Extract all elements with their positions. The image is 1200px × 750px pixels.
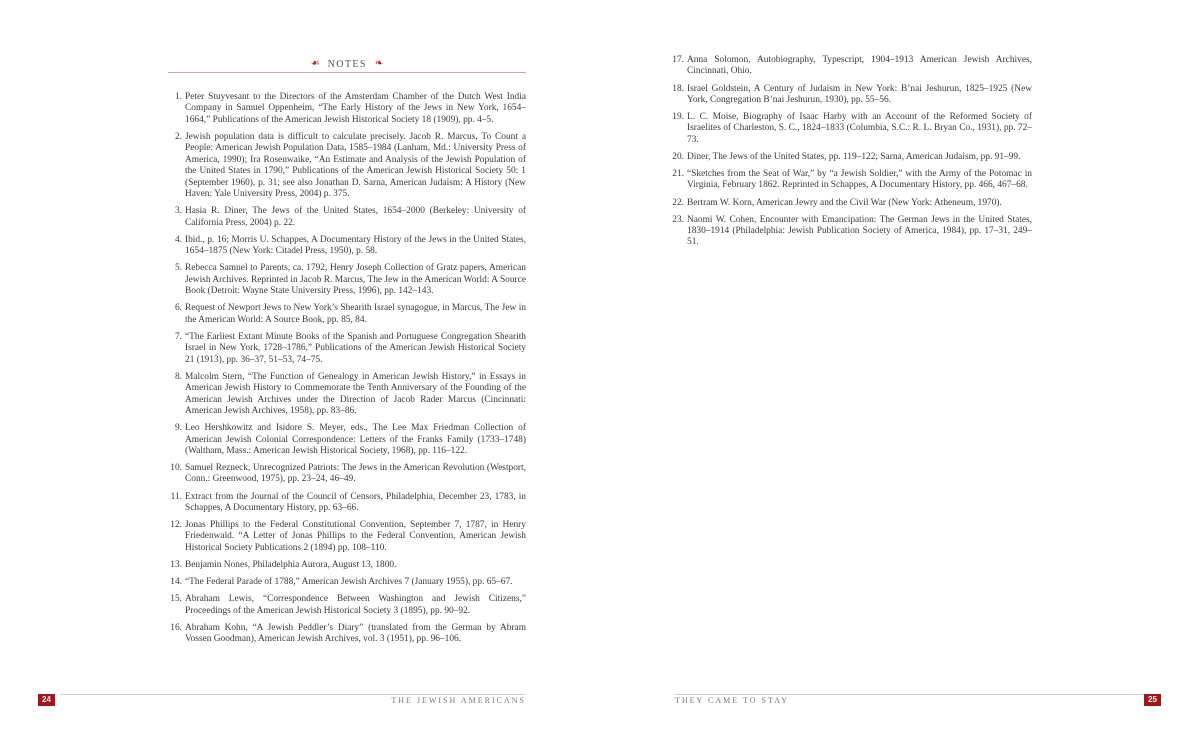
note-text: Request of Newport Jews to New York’s Shearith Israel synagogue, in Marcus, The Jew in the American World: A Source Book, pp. 85, 84.	[185, 303, 526, 325]
note-item	[168, 206, 526, 229]
note-number: 23.	[672, 214, 684, 225]
note-text: L. C. Moise, Biography of Isaac Harby with an Account of the Reformed Society of Israelites of Charleston, S. C., 1824–1833 (Columbia, S.C.: R. L. Bryan Co., 1931), pp. 72–73.	[687, 112, 1032, 145]
note-item	[670, 112, 1032, 146]
note-number: 3.	[174, 206, 182, 217]
note-number: 19.	[672, 112, 684, 122]
note-text: Jonas Phillips to the Federal Constitutional Convention, September 7, 1787, in Henry Friedenwald. “A Letter of Jonas Phillips to the Federal Convention, American Jewish Historical Society Publications 2 (1894) pp. 108–110.	[185, 520, 526, 553]
note-number: 21.	[672, 169, 684, 179]
notes-title: NOTES	[327, 59, 367, 70]
notes-list-left	[168, 92, 526, 651]
note-number: 8.	[174, 371, 182, 382]
right-ornament-icon: ❧	[374, 58, 384, 69]
note-text: Anna Solomon, Autobiography, Typescript, 1904–1913 American Jewish Archives, Cincinnati, Ohio.	[687, 55, 1032, 77]
note-text: Abraham Kohn, “A Jewish Peddler’s Diary” (translated from the German by Abram Vossen Goodman), American Jewish Archives, vol. 3 (1951), pp. 96–106.	[185, 622, 526, 645]
note-item	[168, 520, 526, 554]
note-text: Abraham Lewis, “Correspondence Between Washington and Jewish Citizens,” Proceedings of the American Jewish Historical Society 3 (1895), pp. 90–92.	[185, 594, 526, 616]
note-item	[168, 332, 526, 366]
note-text: “The Federal Parade of 1788,” American Jewish Archives 7 (January 1955), pp. 65–67.	[185, 577, 513, 588]
note-text: Malcolm Stern, “The Function of Genealogy in American Jewish History,” in Essays in American Jewish History to Commemorate the Tenth Anniversary of the Founding of the American Jewish Archives under the Direction of Jacob Rader Marcus (Cincinnati: American Jewish Archives, 1958), pp. 83–86.	[185, 371, 526, 417]
note-item	[168, 577, 526, 588]
note-item	[168, 492, 526, 515]
page-number: 25	[1144, 694, 1161, 706]
footer-rule	[60, 694, 525, 695]
note-number: 14.	[170, 577, 182, 588]
note-number: 6.	[174, 303, 182, 314]
note-number: 7.	[174, 331, 182, 342]
note-number: 18.	[672, 83, 684, 94]
note-text: Samuel Rezneck, Unrecognized Patriots: The Jews in the American Revolution (Westport, Conn.: Greenwood, 1975), pp. 23–24, 46–49.	[185, 463, 526, 485]
note-number: 1.	[174, 92, 182, 102]
note-item	[168, 235, 526, 258]
note-text: Hasia R. Diner, The Jews of the United States, 1654–2000 (Berkeley: University of California Press, 2004) p. 22.	[185, 206, 526, 228]
note-number: 9.	[174, 423, 182, 434]
note-item	[168, 594, 526, 617]
note-item	[670, 169, 1032, 192]
note-text: Extract from the Journal of the Council of Censors, Philadelphia, December 23, 1783, in Schappes, A Documentary History, pp. 63–66.	[185, 491, 526, 513]
note-item	[168, 132, 526, 201]
note-number: 22.	[672, 197, 684, 208]
note-number: 16.	[170, 622, 182, 633]
note-number: 12.	[170, 520, 182, 531]
footer-rule	[675, 694, 1145, 695]
notes-list-right	[670, 55, 1032, 255]
note-item	[670, 198, 1032, 209]
note-item	[168, 303, 526, 326]
note-item	[670, 55, 1032, 78]
note-text: Naomi W. Cohen, Encounter with Emancipation: The German Jews in the United States, 1830–1914 (Philadelphia: Jewish Publication Society of America, 1984), pp. 17–31, 249–51.	[687, 214, 1032, 248]
note-number: 11.	[170, 491, 182, 502]
note-text: Jewish population data is difficult to calculate precisely. Jacob R. Marcus, To Count a People: American Jewish Population Data, 1585–1984 (Lanham, Md.: University Press of America, 1990); Ira Rosenwaike, “An Estimate and Analysis of the Jewish Population of the United States in 1790,” Publications of the American Jewish Historical Society 50: 1 (September 1960), p. 31; see also Jonathan D. Sarna, American Judaism: A History (New Haven: Yale University Press, 2004) p. 375.	[185, 131, 526, 200]
note-text: Peter Stuyvesant to the Directors of the Amsterdam Chamber of the Dutch West India Company in Samuel Oppenheim, “The Early History of the Jews in New York, 1654–1664,” Publications of the American Jewish Historical Society 18 (1909), pp. 4–5.	[185, 92, 526, 125]
note-item	[168, 463, 526, 486]
note-item	[168, 372, 526, 418]
running-head: THEY CAME TO STAY	[675, 696, 790, 705]
note-text: Diner, The Jews of the United States, pp. 119–122; Sarna, American Judaism, pp. 91–99.	[687, 151, 1021, 162]
right-page	[600, 0, 1200, 750]
note-text: Israel Goldstein, A Century of Judaism in New York: B’nai Jeshurun, 1825–1925 (New York, Congregation B’nai Jeshurun, 1930), pp. 55–56.	[687, 83, 1032, 105]
note-number: 15.	[170, 594, 182, 605]
page-number: 24	[38, 694, 55, 706]
note-number: 20.	[672, 151, 684, 162]
note-number: 2.	[174, 131, 182, 142]
note-text: “Sketches from the Seat of War,” by “a Jewish Soldier,” with the Army of the Potomac in Virginia, February 1862. Reprinted in Schappes, A Documentary History, pp. 466, 467–68.	[687, 169, 1032, 191]
note-item	[168, 263, 526, 297]
note-item	[168, 623, 526, 646]
note-text: Leo Hershkowitz and Isidore S. Meyer, eds., The Lee Max Friedman Collection of American Jewish Colonial Correspondence: Letters of the Franks Family (1733–1748) (Waltham, Mass.: American Jewish Historical Society, 1968), pp. 116–122.	[185, 423, 526, 456]
note-text: Rebecca Samuel to Parents, ca. 1792, Henry Joseph Collection of Gratz papers, American Jewish Archives. Reprinted in Jacob R. Marcus, The Jew in the American World: A Source Book (Detroit: Wayne State University Press, 1996), pp. 142–143.	[185, 263, 526, 297]
running-head: THE JEWISH AMERICANS	[391, 696, 526, 705]
note-text: Ibid., p. 16; Morris U. Schappes, A Documentary History of the Jews in the United States, 1654–1875 (New York: Citadel Press, 1950), p. 58.	[185, 234, 526, 257]
notes-header	[168, 54, 526, 73]
note-number: 13.	[170, 559, 182, 570]
note-number: 4.	[174, 234, 182, 245]
note-number: 5.	[174, 263, 182, 274]
note-text: “The Earliest Extant Minute Books of the Spanish and Portuguese Congregation Shearith Israel in New York, 1728–1786,” Publications of the American Jewish Historical Society 21 (1913), pp. 36–37, 51–53, 74–75.	[185, 331, 526, 365]
left-ornament-icon: ☙	[310, 58, 320, 69]
note-item	[670, 152, 1032, 163]
note-text: Benjamin Nones, Philadelphia Aurora, August 13, 1800.	[185, 559, 397, 570]
note-item	[168, 423, 526, 457]
note-text: Bertram W. Korn, American Jewry and the Civil War (New York: Atheneum, 1970).	[687, 197, 1002, 208]
note-item	[670, 215, 1032, 249]
note-item	[168, 92, 526, 126]
note-item	[168, 560, 526, 571]
note-number: 17.	[672, 55, 684, 65]
note-number: 10.	[170, 463, 182, 474]
note-item	[670, 84, 1032, 107]
